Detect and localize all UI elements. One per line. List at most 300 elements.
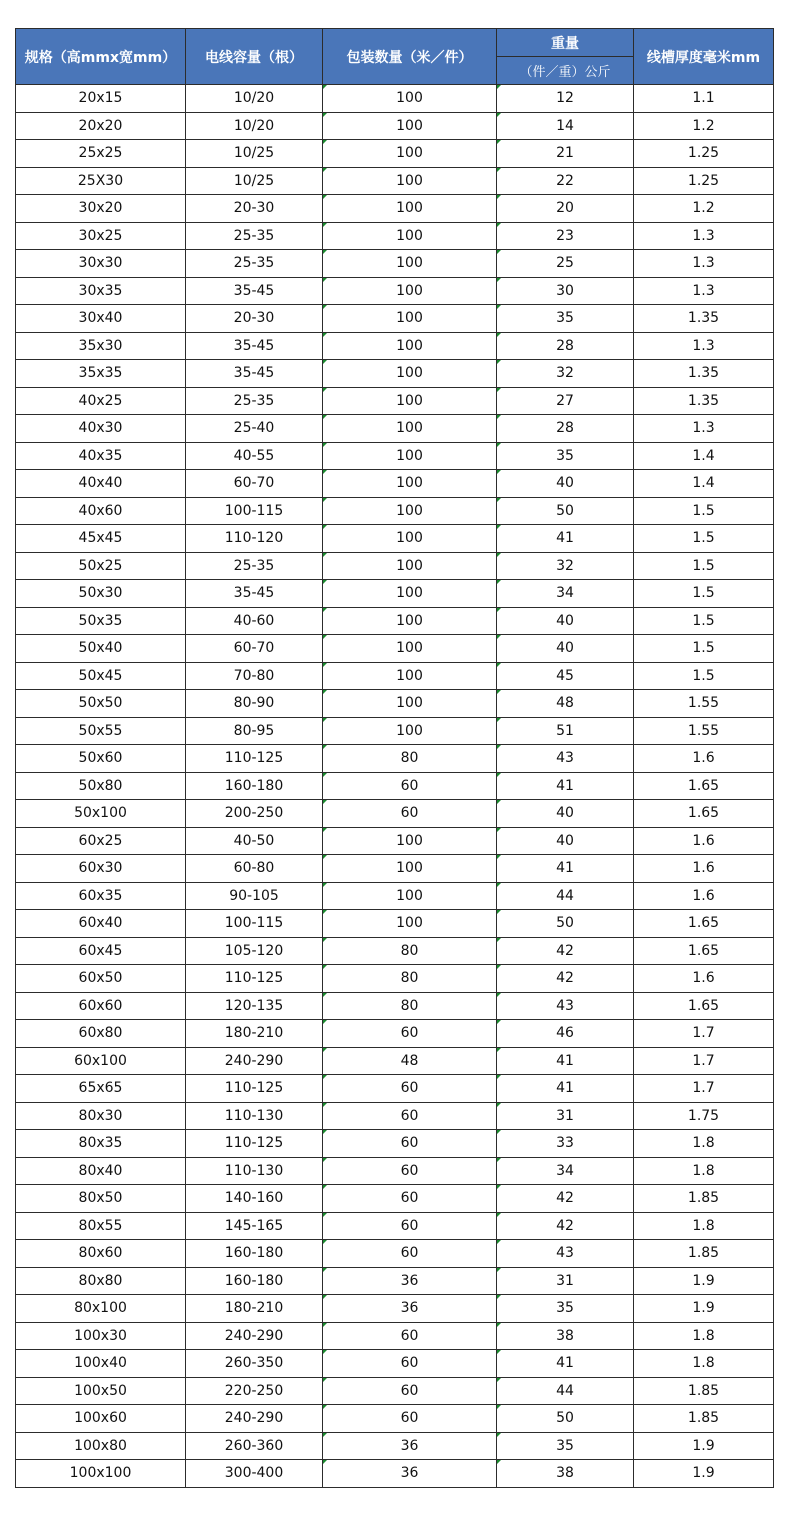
cell-package-qty: 60: [323, 1185, 497, 1213]
cell-weight: 42: [497, 1185, 634, 1213]
cell-weight: 23: [497, 222, 634, 250]
cell-wire-capacity: 90-105: [186, 882, 323, 910]
cell-weight: 12: [497, 85, 634, 113]
cell-spec: 30x30: [16, 250, 186, 278]
cell-weight: 48: [497, 690, 634, 718]
cell-package-qty: 100: [323, 662, 497, 690]
cell-wire-capacity: 300-400: [186, 1460, 323, 1488]
cell-spec: 35x30: [16, 332, 186, 360]
cell-wire-capacity: 160-180: [186, 1267, 323, 1295]
cell-spec: 100x100: [16, 1460, 186, 1488]
cell-spec: 40x25: [16, 387, 186, 415]
table-row: [16, 1047, 774, 1075]
cell-thickness: 1.65: [634, 937, 774, 965]
cell-weight: 44: [497, 1377, 634, 1405]
table-row: [16, 772, 774, 800]
cell-spec: 40x30: [16, 415, 186, 443]
cell-spec: 30x40: [16, 305, 186, 333]
cell-weight: 32: [497, 552, 634, 580]
cell-spec: 50x100: [16, 800, 186, 828]
table-row: [16, 1185, 774, 1213]
cell-package-qty: 60: [323, 1322, 497, 1350]
cell-weight: 34: [497, 1157, 634, 1185]
cell-package-qty: 100: [323, 525, 497, 553]
cell-wire-capacity: 120-135: [186, 992, 323, 1020]
table-row: [16, 992, 774, 1020]
cell-package-qty: 80: [323, 965, 497, 993]
cell-wire-capacity: 180-210: [186, 1020, 323, 1048]
cell-package-qty: 100: [323, 470, 497, 498]
cell-wire-capacity: 110-130: [186, 1157, 323, 1185]
cell-weight: 25: [497, 250, 634, 278]
cell-package-qty: 36: [323, 1432, 497, 1460]
table-row: [16, 910, 774, 938]
table-row: [16, 195, 774, 223]
cell-wire-capacity: 60-70: [186, 635, 323, 663]
cell-weight: 41: [497, 1350, 634, 1378]
cell-weight: 41: [497, 1075, 634, 1103]
cell-wire-capacity: 240-290: [186, 1322, 323, 1350]
table-row: [16, 635, 774, 663]
cell-spec: 50x35: [16, 607, 186, 635]
cell-thickness: 1.5: [634, 607, 774, 635]
cell-package-qty: 60: [323, 1020, 497, 1048]
cell-spec: 60x50: [16, 965, 186, 993]
cell-wire-capacity: 25-35: [186, 222, 323, 250]
cell-thickness: 1.6: [634, 745, 774, 773]
cell-wire-capacity: 20-30: [186, 195, 323, 223]
cell-package-qty: 100: [323, 717, 497, 745]
cell-package-qty: 100: [323, 497, 497, 525]
table-row: [16, 1405, 774, 1433]
table-row: [16, 387, 774, 415]
cell-spec: 30x20: [16, 195, 186, 223]
cell-package-qty: 60: [323, 800, 497, 828]
cell-thickness: 1.7: [634, 1020, 774, 1048]
cell-weight: 31: [497, 1102, 634, 1130]
cell-spec: 40x60: [16, 497, 186, 525]
spec-table: [15, 28, 774, 1488]
cell-package-qty: 100: [323, 250, 497, 278]
cell-spec: 50x40: [16, 635, 186, 663]
cell-package-qty: 80: [323, 992, 497, 1020]
table-row: [16, 332, 774, 360]
cell-package-qty: 36: [323, 1295, 497, 1323]
cell-wire-capacity: 35-45: [186, 580, 323, 608]
cell-thickness: 1.25: [634, 167, 774, 195]
header-wire-capacity: 电线容量（根）: [186, 29, 323, 85]
cell-spec: 50x30: [16, 580, 186, 608]
cell-wire-capacity: 35-45: [186, 332, 323, 360]
cell-wire-capacity: 110-120: [186, 525, 323, 553]
cell-thickness: 1.9: [634, 1432, 774, 1460]
cell-spec: 60x45: [16, 937, 186, 965]
cell-package-qty: 60: [323, 1075, 497, 1103]
cell-spec: 100x40: [16, 1350, 186, 1378]
cell-wire-capacity: 260-360: [186, 1432, 323, 1460]
cell-wire-capacity: 160-180: [186, 772, 323, 800]
cell-package-qty: 60: [323, 1240, 497, 1268]
table-row: [16, 360, 774, 388]
cell-package-qty: 100: [323, 332, 497, 360]
cell-spec: 40x40: [16, 470, 186, 498]
cell-package-qty: 100: [323, 85, 497, 113]
cell-wire-capacity: 40-50: [186, 827, 323, 855]
table-row: [16, 305, 774, 333]
cell-spec: 50x25: [16, 552, 186, 580]
cell-package-qty: 60: [323, 1102, 497, 1130]
cell-package-qty: 100: [323, 167, 497, 195]
cell-wire-capacity: 60-70: [186, 470, 323, 498]
cell-thickness: 1.65: [634, 800, 774, 828]
cell-thickness: 1.85: [634, 1240, 774, 1268]
cell-package-qty: 36: [323, 1460, 497, 1488]
cell-thickness: 1.85: [634, 1377, 774, 1405]
header-thickness: 线槽厚度毫米mm: [634, 29, 774, 85]
cell-spec: 30x25: [16, 222, 186, 250]
cell-thickness: 1.65: [634, 772, 774, 800]
cell-wire-capacity: 160-180: [186, 1240, 323, 1268]
cell-weight: 35: [497, 442, 634, 470]
cell-spec: 80x40: [16, 1157, 186, 1185]
header-weight: 重量: [497, 29, 634, 57]
cell-thickness: 1.55: [634, 690, 774, 718]
cell-spec: 100x50: [16, 1377, 186, 1405]
cell-wire-capacity: 240-290: [186, 1047, 323, 1075]
cell-thickness: 1.35: [634, 305, 774, 333]
table-row: [16, 1240, 774, 1268]
table-row: [16, 552, 774, 580]
table-row: [16, 855, 774, 883]
table-row: [16, 1267, 774, 1295]
cell-thickness: 1.85: [634, 1185, 774, 1213]
cell-package-qty: 100: [323, 140, 497, 168]
cell-thickness: 1.8: [634, 1212, 774, 1240]
cell-spec: 60x35: [16, 882, 186, 910]
cell-spec: 50x60: [16, 745, 186, 773]
cell-package-qty: 100: [323, 855, 497, 883]
cell-weight: 33: [497, 1130, 634, 1158]
table-row: [16, 1460, 774, 1488]
cell-weight: 38: [497, 1460, 634, 1488]
cell-wire-capacity: 110-130: [186, 1102, 323, 1130]
cell-spec: 25X30: [16, 167, 186, 195]
cell-thickness: 1.5: [634, 580, 774, 608]
cell-thickness: 1.8: [634, 1350, 774, 1378]
table-row: [16, 1102, 774, 1130]
cell-weight: 31: [497, 1267, 634, 1295]
cell-weight: 50: [497, 1405, 634, 1433]
cell-spec: 80x60: [16, 1240, 186, 1268]
cell-weight: 40: [497, 607, 634, 635]
cell-thickness: 1.6: [634, 965, 774, 993]
cell-package-qty: 100: [323, 607, 497, 635]
cell-thickness: 1.3: [634, 250, 774, 278]
cell-package-qty: 100: [323, 442, 497, 470]
cell-wire-capacity: 145-165: [186, 1212, 323, 1240]
cell-thickness: 1.65: [634, 910, 774, 938]
cell-spec: 100x30: [16, 1322, 186, 1350]
cell-weight: 38: [497, 1322, 634, 1350]
cell-package-qty: 100: [323, 580, 497, 608]
cell-spec: 60x100: [16, 1047, 186, 1075]
cell-weight: 43: [497, 745, 634, 773]
cell-weight: 44: [497, 882, 634, 910]
table-row: [16, 717, 774, 745]
cell-thickness: 1.5: [634, 525, 774, 553]
cell-thickness: 1.9: [634, 1295, 774, 1323]
cell-weight: 42: [497, 1212, 634, 1240]
cell-spec: 50x45: [16, 662, 186, 690]
cell-package-qty: 100: [323, 910, 497, 938]
cell-weight: 14: [497, 112, 634, 140]
cell-thickness: 1.5: [634, 635, 774, 663]
header-package-qty: 包装数量（米／件）: [323, 29, 497, 85]
cell-weight: 41: [497, 855, 634, 883]
cell-spec: 60x60: [16, 992, 186, 1020]
table-row: [16, 470, 774, 498]
cell-spec: 80x55: [16, 1212, 186, 1240]
cell-thickness: 1.2: [634, 195, 774, 223]
header-spec: 规格（高mmx宽mm）: [16, 29, 186, 85]
cell-spec: 25x25: [16, 140, 186, 168]
cell-wire-capacity: 80-90: [186, 690, 323, 718]
table-row: [16, 745, 774, 773]
cell-thickness: 1.6: [634, 882, 774, 910]
table-row: [16, 690, 774, 718]
cell-wire-capacity: 140-160: [186, 1185, 323, 1213]
cell-wire-capacity: 10/25: [186, 167, 323, 195]
cell-wire-capacity: 25-35: [186, 552, 323, 580]
cell-wire-capacity: 25-35: [186, 250, 323, 278]
table-row: [16, 937, 774, 965]
cell-wire-capacity: 10/25: [186, 140, 323, 168]
cell-package-qty: 100: [323, 882, 497, 910]
cell-thickness: 1.3: [634, 222, 774, 250]
cell-thickness: 1.9: [634, 1460, 774, 1488]
table-row: [16, 800, 774, 828]
table-row: [16, 112, 774, 140]
table-row: [16, 580, 774, 608]
cell-thickness: 1.1: [634, 85, 774, 113]
cell-package-qty: 60: [323, 1350, 497, 1378]
cell-thickness: 1.4: [634, 442, 774, 470]
cell-wire-capacity: 60-80: [186, 855, 323, 883]
cell-package-qty: 36: [323, 1267, 497, 1295]
cell-weight: 41: [497, 1047, 634, 1075]
cell-thickness: 1.7: [634, 1047, 774, 1075]
cell-package-qty: 100: [323, 827, 497, 855]
cell-wire-capacity: 25-35: [186, 387, 323, 415]
cell-weight: 42: [497, 937, 634, 965]
cell-package-qty: 100: [323, 635, 497, 663]
cell-wire-capacity: 20-30: [186, 305, 323, 333]
table-row: [16, 525, 774, 553]
cell-thickness: 1.8: [634, 1157, 774, 1185]
cell-weight: 46: [497, 1020, 634, 1048]
cell-spec: 80x30: [16, 1102, 186, 1130]
cell-spec: 20x15: [16, 85, 186, 113]
cell-package-qty: 100: [323, 112, 497, 140]
cell-spec: 45x45: [16, 525, 186, 553]
cell-wire-capacity: 100-115: [186, 910, 323, 938]
cell-package-qty: 60: [323, 1212, 497, 1240]
cell-thickness: 1.5: [634, 552, 774, 580]
cell-thickness: 1.35: [634, 360, 774, 388]
cell-wire-capacity: 110-125: [186, 1075, 323, 1103]
cell-spec: 50x55: [16, 717, 186, 745]
cell-thickness: 1.35: [634, 387, 774, 415]
cell-spec: 80x80: [16, 1267, 186, 1295]
cell-package-qty: 60: [323, 1130, 497, 1158]
table-row: [16, 1157, 774, 1185]
cell-weight: 20: [497, 195, 634, 223]
table-row: [16, 827, 774, 855]
table-row: [16, 1295, 774, 1323]
cell-thickness: 1.6: [634, 827, 774, 855]
cell-wire-capacity: 25-40: [186, 415, 323, 443]
cell-wire-capacity: 220-250: [186, 1377, 323, 1405]
cell-wire-capacity: 40-60: [186, 607, 323, 635]
cell-spec: 30x35: [16, 277, 186, 305]
table-row: [16, 250, 774, 278]
cell-weight: 30: [497, 277, 634, 305]
cell-spec: 20x20: [16, 112, 186, 140]
table-row: [16, 662, 774, 690]
cell-weight: 43: [497, 992, 634, 1020]
cell-package-qty: 100: [323, 195, 497, 223]
cell-package-qty: 60: [323, 1377, 497, 1405]
cell-weight: 22: [497, 167, 634, 195]
cell-thickness: 1.3: [634, 415, 774, 443]
cell-spec: 60x80: [16, 1020, 186, 1048]
table-row: [16, 415, 774, 443]
cell-spec: 65x65: [16, 1075, 186, 1103]
cell-wire-capacity: 70-80: [186, 662, 323, 690]
table-row: [16, 85, 774, 113]
table-row: [16, 1130, 774, 1158]
table-row: [16, 1020, 774, 1048]
cell-thickness: 1.55: [634, 717, 774, 745]
cell-thickness: 1.5: [634, 662, 774, 690]
cell-spec: 80x100: [16, 1295, 186, 1323]
cell-package-qty: 100: [323, 690, 497, 718]
cell-thickness: 1.3: [634, 332, 774, 360]
cell-wire-capacity: 35-45: [186, 360, 323, 388]
table-row: [16, 277, 774, 305]
cell-thickness: 1.9: [634, 1267, 774, 1295]
cell-package-qty: 100: [323, 277, 497, 305]
table-row: [16, 882, 774, 910]
cell-weight: 40: [497, 800, 634, 828]
table-row: [16, 1322, 774, 1350]
cell-weight: 28: [497, 415, 634, 443]
cell-package-qty: 80: [323, 937, 497, 965]
table-body: [16, 85, 774, 1488]
table-row: [16, 497, 774, 525]
cell-wire-capacity: 240-290: [186, 1405, 323, 1433]
cell-spec: 60x30: [16, 855, 186, 883]
cell-wire-capacity: 10/20: [186, 85, 323, 113]
cell-weight: 50: [497, 910, 634, 938]
cell-spec: 80x50: [16, 1185, 186, 1213]
cell-thickness: 1.4: [634, 470, 774, 498]
cell-weight: 50: [497, 497, 634, 525]
cell-spec: 100x80: [16, 1432, 186, 1460]
cell-spec: 50x50: [16, 690, 186, 718]
cell-thickness: 1.2: [634, 112, 774, 140]
header-weight-unit: （件／重）公斤: [497, 57, 634, 85]
cell-weight: 43: [497, 1240, 634, 1268]
table-row: [16, 1350, 774, 1378]
cell-spec: 100x60: [16, 1405, 186, 1433]
cell-wire-capacity: 180-210: [186, 1295, 323, 1323]
table-row: [16, 965, 774, 993]
table-row: [16, 1377, 774, 1405]
cell-spec: 80x35: [16, 1130, 186, 1158]
cell-package-qty: 48: [323, 1047, 497, 1075]
cell-thickness: 1.25: [634, 140, 774, 168]
cell-weight: 34: [497, 580, 634, 608]
cell-thickness: 1.75: [634, 1102, 774, 1130]
table-header: [16, 29, 774, 85]
cell-wire-capacity: 100-115: [186, 497, 323, 525]
cell-weight: 32: [497, 360, 634, 388]
cell-thickness: 1.5: [634, 497, 774, 525]
cell-wire-capacity: 110-125: [186, 965, 323, 993]
cell-package-qty: 80: [323, 745, 497, 773]
cell-package-qty: 100: [323, 360, 497, 388]
table-row: [16, 442, 774, 470]
cell-thickness: 1.85: [634, 1405, 774, 1433]
cell-weight: 42: [497, 965, 634, 993]
cell-package-qty: 100: [323, 305, 497, 333]
cell-wire-capacity: 80-95: [186, 717, 323, 745]
cell-package-qty: 100: [323, 387, 497, 415]
cell-weight: 40: [497, 635, 634, 663]
table-row: [16, 1075, 774, 1103]
cell-package-qty: 60: [323, 1405, 497, 1433]
cell-thickness: 1.8: [634, 1322, 774, 1350]
table-row: [16, 607, 774, 635]
cell-thickness: 1.6: [634, 855, 774, 883]
cell-wire-capacity: 40-55: [186, 442, 323, 470]
cell-wire-capacity: 110-125: [186, 745, 323, 773]
cell-weight: 35: [497, 1432, 634, 1460]
cell-wire-capacity: 110-125: [186, 1130, 323, 1158]
cell-package-qty: 100: [323, 552, 497, 580]
cell-thickness: 1.65: [634, 992, 774, 1020]
cell-weight: 27: [497, 387, 634, 415]
cell-package-qty: 60: [323, 1157, 497, 1185]
cell-weight: 41: [497, 772, 634, 800]
table-row: [16, 1212, 774, 1240]
cell-weight: 45: [497, 662, 634, 690]
cell-weight: 35: [497, 305, 634, 333]
cell-spec: 50x80: [16, 772, 186, 800]
cell-spec: 35x35: [16, 360, 186, 388]
cell-package-qty: 60: [323, 772, 497, 800]
cell-spec: 60x40: [16, 910, 186, 938]
table-row: [16, 140, 774, 168]
cell-weight: 40: [497, 470, 634, 498]
cell-wire-capacity: 260-350: [186, 1350, 323, 1378]
cell-weight: 51: [497, 717, 634, 745]
cell-wire-capacity: 200-250: [186, 800, 323, 828]
cell-spec: 40x35: [16, 442, 186, 470]
table-row: [16, 222, 774, 250]
cell-wire-capacity: 10/20: [186, 112, 323, 140]
